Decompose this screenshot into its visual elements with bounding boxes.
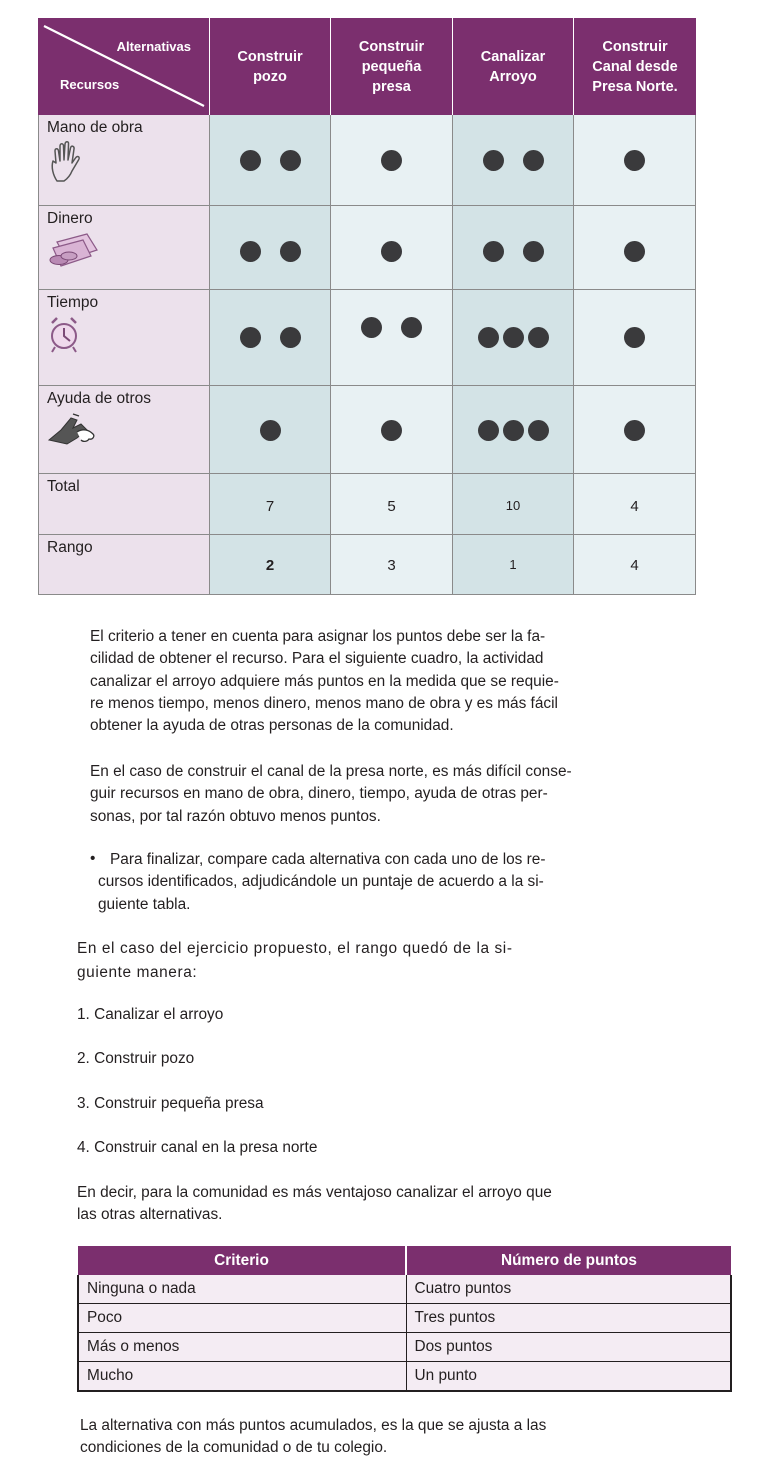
- score-dot: [483, 150, 504, 171]
- corner-label-alternatives: Alternativas: [116, 39, 191, 54]
- dot-group: [453, 327, 573, 348]
- row-label: Tiempo: [47, 294, 99, 311]
- score-dot: [280, 150, 301, 171]
- score-dot: [280, 241, 301, 262]
- score-dot: [240, 327, 261, 348]
- corner-header: [38, 18, 210, 115]
- score-dot: [280, 327, 301, 348]
- points-table: [77, 1246, 732, 1392]
- score-dot: [260, 420, 281, 441]
- points-cell: Tres puntos: [406, 1304, 731, 1333]
- paragraph-north-dam: En el caso de construir el canal de la presa norte, es más difícil conse- guir recursos en mano de obra, dinero, tiempo, ayuda de otras per- sonas, por tal razón obtuvo menos puntos.: [90, 763, 572, 825]
- score-dot: [528, 327, 549, 348]
- score-cell: [331, 206, 453, 290]
- score-dot: [381, 150, 402, 171]
- dot-group: [453, 420, 573, 441]
- row-header-cell: [38, 386, 210, 474]
- score-cell: [331, 386, 453, 474]
- column-header: Construir pozo: [210, 18, 331, 115]
- bullet-paragraph: Para finalizar, compare cada alternativa con cada uno de los re- cursos identificados, adjudicándole un puntaje de acuerdo a la si- guiente tabla.: [98, 851, 546, 913]
- dot-group: [574, 420, 695, 441]
- rank-list-item: 3. Construir pequeña presa: [77, 1095, 264, 1112]
- column-header: Canalizar Arroyo: [453, 18, 574, 115]
- score-dot: [401, 317, 422, 338]
- dot-group: [574, 150, 695, 171]
- score-cell: [210, 386, 331, 474]
- diagonal-divider: [38, 18, 210, 115]
- score-cell: [574, 115, 696, 206]
- score-cell: [331, 290, 453, 386]
- column-header: Construir Canal desde Presa Norte.: [574, 18, 696, 115]
- score-dot: [624, 241, 645, 262]
- score-cell: [574, 386, 696, 474]
- column-header: Construir pequeña presa: [331, 18, 453, 115]
- table-row: [78, 1333, 731, 1362]
- dot-group: [210, 327, 330, 348]
- score-cell: [331, 115, 453, 206]
- rank-list-item: 1. Canalizar el arroyo: [77, 1006, 224, 1023]
- dot-group: [210, 420, 330, 441]
- rank-value: 3: [387, 557, 396, 574]
- score-dot: [528, 420, 549, 441]
- dot-group: [574, 327, 695, 348]
- row-header-cell: [38, 290, 210, 386]
- total-value: 7: [265, 498, 275, 515]
- paragraph-rank-intro: En el caso del ejercicio propuesto, el rango quedó de la si- guiente manera:: [77, 940, 513, 981]
- rank-list-item: 2. Construir pozo: [77, 1050, 195, 1067]
- score-dot: [381, 420, 402, 441]
- corner-label-resources: Recursos: [60, 77, 120, 92]
- score-cell: [574, 206, 696, 290]
- score-dot: [240, 241, 261, 262]
- total-cell: [331, 474, 453, 535]
- rank-value: 1: [509, 557, 517, 572]
- score-dot: [381, 241, 402, 262]
- criterion-cell: Poco: [78, 1304, 406, 1333]
- criterion-cell: Más o menos: [78, 1333, 406, 1362]
- paragraph-conclusion: En decir, para la comunidad es más ventajoso canalizar el arroyo que las otras alternativas.: [77, 1184, 552, 1224]
- score-cell: [210, 115, 331, 206]
- rank-value: 2: [265, 557, 275, 574]
- hand-icon: [47, 139, 87, 188]
- score-dot: [523, 241, 544, 262]
- row-label: Total: [47, 478, 80, 495]
- table-row: [78, 1362, 731, 1392]
- handshake-icon: [47, 410, 99, 455]
- table-row: [78, 1275, 731, 1304]
- total-value: 5: [387, 498, 396, 515]
- score-cell: [210, 290, 331, 386]
- score-cell: [210, 206, 331, 290]
- score-dot: [624, 327, 645, 348]
- paragraph-final: La alternativa con más puntos acumulados, es la que se ajusta a las condiciones de la comunidad o de tu colegio.: [80, 1417, 547, 1457]
- row-label: Dinero: [47, 210, 93, 227]
- rank-cell: [574, 535, 696, 595]
- criterion-cell: Mucho: [78, 1362, 406, 1392]
- score-dot: [523, 150, 544, 171]
- total-header-cell: [38, 474, 210, 535]
- dot-group: [331, 150, 452, 171]
- points-cell: Un punto: [406, 1362, 731, 1392]
- money-icon: [47, 230, 101, 275]
- score-cell: [453, 206, 574, 290]
- criterion-cell: Ninguna o nada: [78, 1275, 406, 1304]
- score-dot: [361, 317, 382, 338]
- rank-cell: [210, 535, 331, 595]
- total-cell: [453, 474, 574, 535]
- score-cell: [453, 386, 574, 474]
- dot-group: [331, 241, 452, 262]
- points-cell: Dos puntos: [406, 1333, 731, 1362]
- total-value: 10: [505, 498, 521, 513]
- score-cell: [453, 290, 574, 386]
- total-value: 4: [630, 498, 639, 515]
- total-cell: [574, 474, 696, 535]
- dot-group: [210, 150, 330, 171]
- rank-header-cell: [38, 535, 210, 595]
- row-label: Ayuda de otros: [47, 390, 151, 407]
- score-dot: [503, 420, 524, 441]
- rank-value: 4: [630, 557, 639, 574]
- paragraph-criteria: El criterio a tener en cuenta para asignar los puntos debe ser la fa- cilidad de obtener el recurso. Para el siguiente cuadro, la actividad canalizar el arroyo adquiere más puntos en la medida que se requie- re menos tiempo, menos dinero, menos mano de obra y es más fácil obtener la ayuda de otras personas de la comunidad.: [90, 628, 559, 735]
- row-header-cell: [38, 115, 210, 206]
- alarm-clock-icon: [47, 314, 83, 359]
- score-dot: [240, 150, 261, 171]
- dot-group: [574, 241, 695, 262]
- dot-group: [331, 420, 452, 441]
- points-header-criterion: Criterio: [78, 1246, 406, 1275]
- score-dot: [624, 150, 645, 171]
- rank-cell: [331, 535, 453, 595]
- score-cell: [574, 290, 696, 386]
- table-row: [78, 1304, 731, 1333]
- rank-cell: [453, 535, 574, 595]
- rank-list-item: 4. Construir canal en la presa norte: [77, 1139, 318, 1156]
- score-dot: [483, 241, 504, 262]
- points-header-points: Número de puntos: [406, 1246, 731, 1275]
- total-cell: [210, 474, 331, 535]
- row-label: Mano de obra: [47, 119, 143, 136]
- points-cell: Cuatro puntos: [406, 1275, 731, 1304]
- score-dot: [478, 420, 499, 441]
- bullet-mark: •: [90, 850, 96, 867]
- dot-group: [453, 150, 573, 171]
- dot-group: [210, 241, 330, 262]
- score-dot: [503, 327, 524, 348]
- score-dot: [624, 420, 645, 441]
- dot-group: [331, 317, 452, 338]
- dot-group: [453, 241, 573, 262]
- score-cell: [453, 115, 574, 206]
- row-header-cell: [38, 206, 210, 290]
- row-label: Rango: [47, 539, 93, 556]
- score-dot: [478, 327, 499, 348]
